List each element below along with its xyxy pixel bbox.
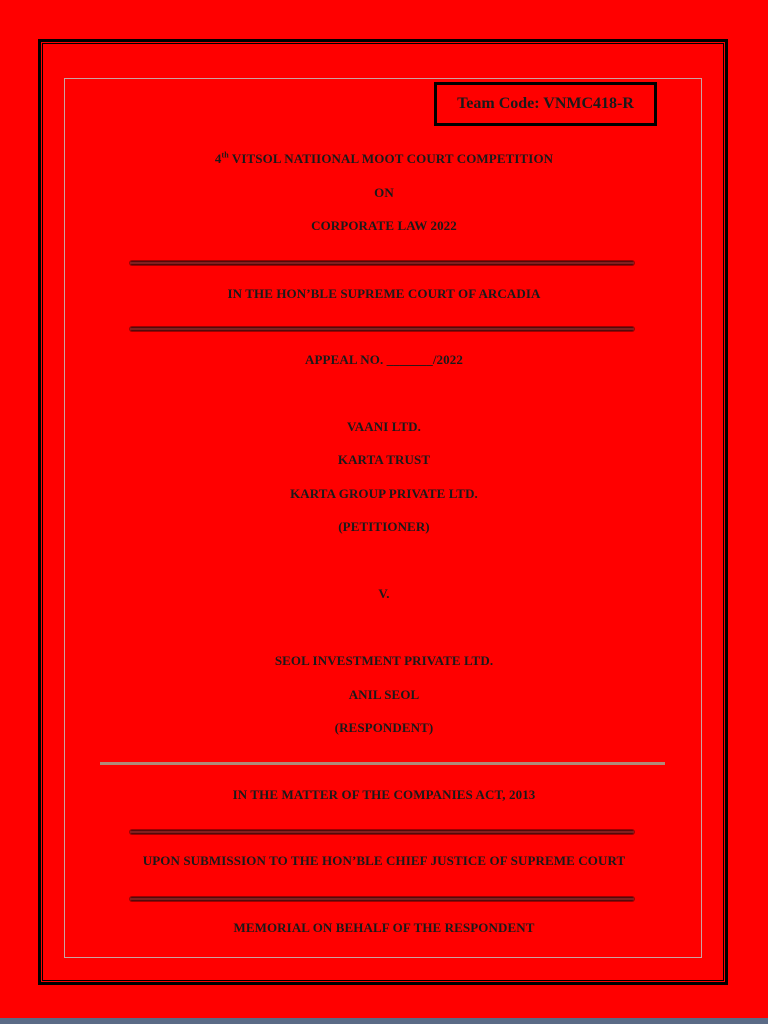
team-code-box [434,82,657,126]
petitioner-party-2: KARTA TRUST [337,452,431,467]
matter-heading: IN THE MATTER OF THE COMPANIES ACT, 2013 [232,787,536,802]
court-heading: IN THE HON’BLE SUPREME COURT OF ARCADIA [227,286,541,301]
competition-subject: CORPORATE LAW 2022 [311,218,457,233]
petitioner-party-3: KARTA GROUP PRIVATE LTD. [290,486,478,501]
competition-on: ON [374,185,394,200]
respondent-label: (RESPONDENT) [334,720,434,735]
competition-ordinal-suffix: th [221,150,229,160]
divider-rule-3 [130,830,634,834]
team-code-text: Team Code: VNMC418-R [457,95,634,112]
divider-rule-2 [130,327,634,331]
memorial-heading: MEMORIAL ON BEHALF OF THE RESPONDENT [233,920,535,935]
submission-heading: UPON SUBMISSION TO THE HON’BLE CHIEF JUSTICE OF SUPREME COURT [142,853,626,868]
competition-name: VITSOL NATIIONAL MOOT COURT COMPETITION [228,151,554,166]
divider-thin-rule [100,762,665,765]
bottom-strip [0,1018,768,1024]
appeal-number: APPEAL NO. _______/2022 [305,352,463,367]
respondent-party-2: ANIL SEOL [348,687,420,702]
competition-title [0,151,768,167]
respondent-party-1: SEOL INVESTMENT PRIVATE LTD. [274,653,494,668]
petitioner-label: (PETITIONER) [338,519,430,534]
divider-rule-1 [130,261,634,265]
competition-ordinal: 4 [214,151,222,166]
petitioner-party-1: VAANI LTD. [347,419,421,434]
divider-rule-4 [130,897,634,901]
inner-page-border [64,78,702,958]
versus-text: V. [378,586,390,601]
